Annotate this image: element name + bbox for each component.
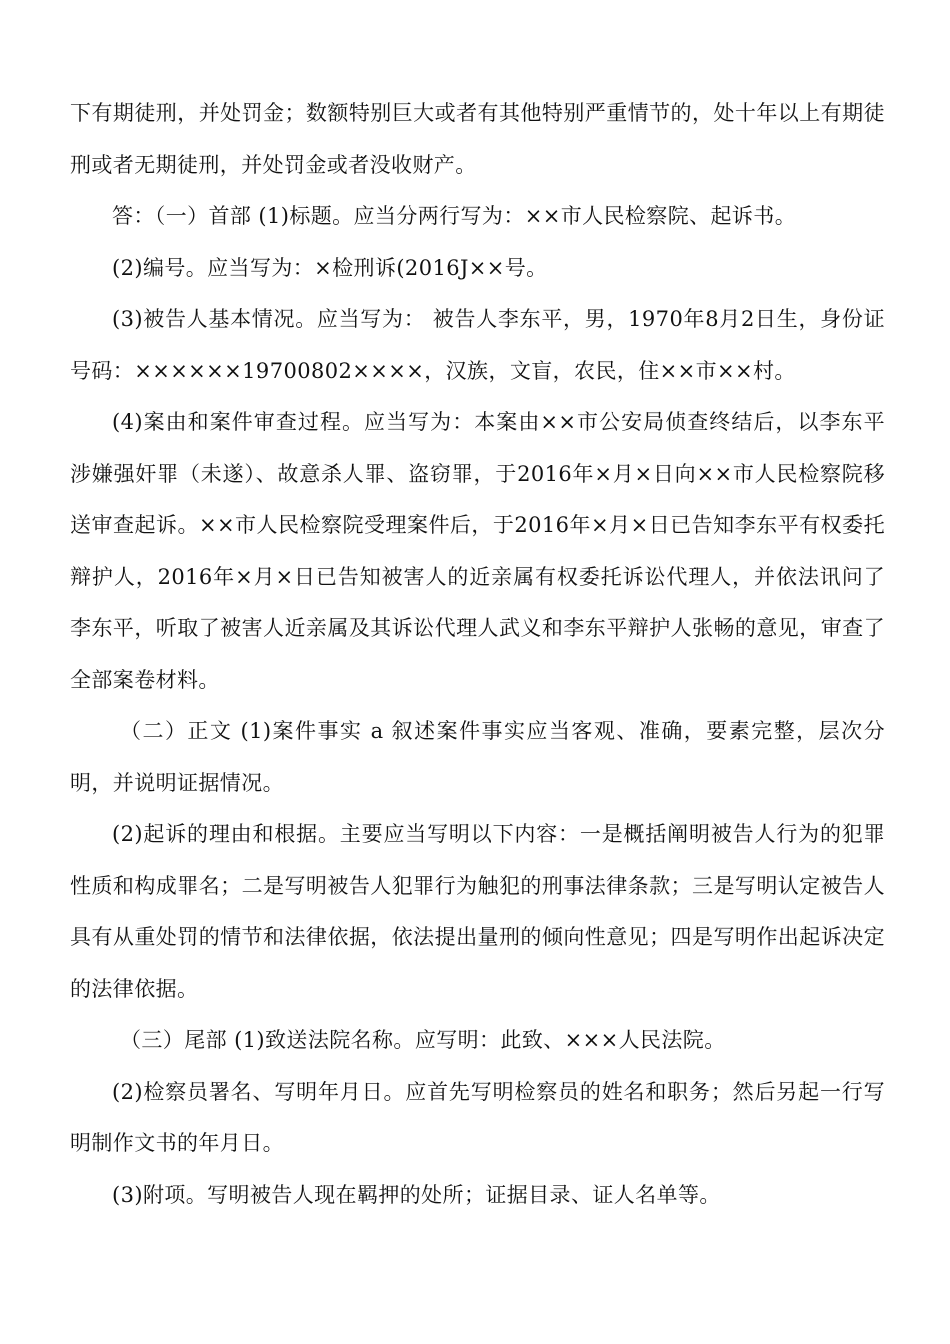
paragraph-defendant-info: (3)被告人基本情况。应当写为： 被告人李东平，男，1970年8月2日生，身份证号码：××××××19700802××××，汉族，文盲，农民，住××市××村。	[70, 307, 885, 383]
paragraph-attachments: (3)附项。写明被告人现在羁押的处所；证据目录、证人名单等。	[112, 1182, 721, 1207]
paragraph-prosecution-grounds: (2)起诉的理由和根据。主要应当写明以下内容：一是概括阐明被告人行为的犯罪性质和构成罪名；二是写明被告人犯罪行为触犯的刑事法律条款；三是写明认定被告人具有从重处罚的情节和法律依据，依法提出量刑的倾向性意见；四是写明作出起诉决定的法律依据。	[70, 822, 885, 1001]
paragraph-ending-court: （三）尾部 (1)致送法院名称。应写明：此致、×××人民法院。	[120, 1028, 726, 1052]
paragraph-serial-number: (2)编号。应当写为：×检刑诉(2016J××号。	[112, 255, 548, 280]
paragraph-penalty-continuation: 下有期徒刑，并处罚金；数额特别巨大或者有其他特别严重情节的，处十年以上有期徒刑或者无期徒刑，并处罚金或者没收财产。	[70, 101, 885, 177]
paragraph-case-cause-review: (4)案由和案件审查过程。应当写为：本案由××市公安局侦查终结后，以李东平涉嫌强奸罪（未遂）、故意杀人罪、盗窃罪，于2016年×月×日向××市人民检察院移送审查起诉。××市人民检察院受理案件后，于2016年×月×日已告知李东平有权委托辩护人，2016年×月×日已告知被害人的近亲属有权委托诉讼代理人，并依法讯问了李东平，听取了被害人近亲属及其诉讼代理人武义和李东平辩护人张畅的意见，审查了全部案卷材料。	[70, 410, 885, 692]
paragraph-answer-header-title: 答：（一）首部 (1)标题。应当分两行写为：××市人民检察院、起诉书。	[112, 204, 797, 228]
document-page	[70, 88, 885, 1221]
paragraph-prosecutor-signature: (2)检察员署名、写明年月日。应首先写明检察员的姓名和职务；然后另起一行写明制作文书的年月日。	[70, 1079, 885, 1155]
paragraph-body-facts: （二）正文 (1)案件事实 a 叙述案件事实应当客观、准确，要素完整，层次分明，并说明证据情况。	[70, 719, 885, 795]
